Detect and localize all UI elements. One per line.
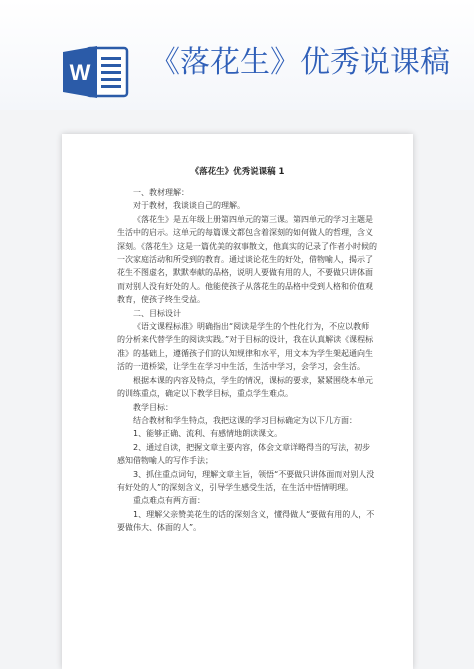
header-banner: [0, 0, 474, 110]
document-body: [117, 186, 377, 535]
document-title: 《落花生》优秀说课稿 1: [190, 167, 285, 177]
list-item: 1、理解父亲赞美花生的话的深刻含义，懂得做人“要做有用的人，不要做伟大、体面的人”。: [117, 509, 375, 533]
svg-text:W: W: [69, 60, 91, 85]
list-item: 3、抓住重点词句，理解文章主旨，领悟“不要做只讲体面而对别人没有好处的人”的深刻含义，引导学生感受生活，在生活中悟情明理。: [117, 469, 375, 492]
paragraph: 《语文课程标准》明确指出“阅读是学生的个性化行为，不应以教师的分析来代替学生的阅读实践。”对于目标的设计，我在认真解读《课程标准》的基础上，遵循孩子们的认知规律和水平，用文本为学生架起通向生活的一道桥梁，让学生在学习中生活，生活中学习，会学习，会生活。: [117, 322, 374, 372]
section-heading: 二、目标设计: [133, 308, 181, 318]
paragraph: 教学目标：: [133, 402, 173, 412]
list-item: 2、通过自读，把握文章主要内容，体会文章详略得当的写法，初步感知借物喻人的写作手法；: [117, 442, 371, 466]
list-item: 1、能够正确、流利、有感情地朗读课文。: [133, 429, 283, 439]
word-icon: [61, 44, 129, 100]
document-page: [62, 134, 413, 669]
paragraph: 根据本课的内容及特点，学生的情况，课标的要求，紧紧围绕本单元的训练重点，确定以下教学目标，重点学生难点。: [117, 375, 373, 399]
paragraph: 《落花生》是五年级上册第四单元的第三课。第四单元的学习主题是生活中的启示。这单元的每篇课文都包含着深刻的如何做人的哲理，含义深刻。《落花生》这是一篇优美的叙事散文，他真实的记录了作者小时候的一次家庭活动和所受到的教育。通过谈论花生的好处，借物喻人，揭示了花生不图虚名，默默奉献的品格，说明人要做有用的人，不要做只讲体面而对别人没有好处的人。他能使孩子从落花生的品格中受到人格和价值观教育，使孩子终生受益。: [117, 214, 377, 305]
paragraph: 结合教材和学生特点，我把这课的学习目标确定为以下几方面：: [133, 415, 357, 425]
paragraph: 对于教材，我谈谈自己的理解。: [133, 201, 245, 211]
banner-title: 《落花生》优秀说课稿: [150, 45, 450, 80]
paragraph: 重点难点有两方面：: [133, 496, 205, 506]
section-heading: 一、教材理解：: [133, 188, 189, 197]
